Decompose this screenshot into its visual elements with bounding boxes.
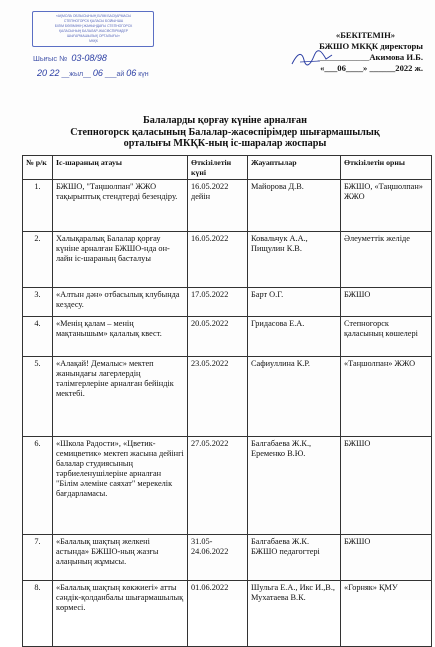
events-plan-table [22,155,432,647]
cell-event-name: «Алтын дән» отбасылық клубында кездесу. [53,288,188,317]
cell-place: «Горняк» ҚМУ [341,581,432,647]
approval-signer: Акимова И.Б. [369,52,423,62]
table-row [23,581,432,647]
cell-event-name: «Балалық шақтың желкені астында» БЖШО-ның жазғы алаңының жұмысы. [53,535,188,581]
stamp-line: ШЫҒАРМАШЫЛЫҚ ОРТАЛЫҒЫ» [67,34,120,38]
cell-event-name: «Школа Радости», «Цветик-семицветик» мектеп жасына дейінгі балалар студиясының тәрбиеленушілеріне арналған "Білім әлеміне саяхат" мерекелік бағдарламасы. [53,437,188,535]
stamp-line: ҚАЛАСЫНЫҢ БАЛАЛАР-ЖАСӨСПІРІМДЕР [58,29,129,33]
table-row [23,180,432,232]
column-header-name: Іс-шараның атауы [53,156,188,180]
cell-responsible: Сафиуллина К.Р. [248,357,341,437]
stamp-date-day: 06 [92,68,103,78]
cell-date: 20.05.2022 [188,317,248,357]
cell-date: 17.05.2022 [188,288,248,317]
stamp-line: МКҚК [89,39,98,43]
cell-event-name: «Менің қалам – менің мақтанышым» қалалық квест. [53,317,188,357]
cell-place: Степногорск қаласының көшелері [341,317,432,357]
column-header-date: Өткізілетін күні [188,156,248,180]
table-header-row [23,156,432,180]
cell-number: 1. [23,180,53,232]
cell-responsible: Шульга Е.А., Икс И.,В., Мухатаева В.К. [248,581,341,647]
table-row [23,317,432,357]
handwritten-signature [290,50,334,68]
stamp-frame [32,11,154,47]
cell-responsible: Гридасова Е.А. [248,317,341,357]
approval-title: «БЕКІТЕМІН» [335,30,396,40]
table-row [23,288,432,317]
cell-responsible: Майорова Д.В. [248,180,341,232]
cell-responsible: Барт О.Г. [248,288,341,317]
stamp-date: 20 22 __жыл__ 06 ___ай 06 күн [37,68,149,78]
table-row [23,357,432,437]
stamp-line: «АҚМОЛА ОБЛЫСЫНЫҢ БІЛІМ БАСҚАРМАСЫ [55,14,132,18]
cell-responsible: Балгабаева Ж.К., Еременко В.Ю. [248,437,341,535]
stamp-date-month: 06 [126,68,137,78]
cell-number: 7. [23,535,53,581]
cell-date: 16.05.2022 [188,232,248,288]
cell-event-name: Халықаралық Балалар қорғау күніне арналған БЖШО-нда он-лайн іс-шараның басталуы [53,232,188,288]
registration-stamp [32,11,160,87]
stamp-date-year: 20 22 [37,68,60,78]
cell-date: 01.06.2022 [188,581,248,647]
cell-place: БЖШО [341,437,432,535]
column-header-place: Өткізілетін орны [341,156,432,180]
cell-place: БЖШО [341,288,432,317]
cell-event-name: «Балалық шақтың көкжиегі» атты сәндік-қолданбалы шығармашылық көрмесі. [53,581,188,647]
table-row [23,232,432,288]
outgoing-number-value: 03-08/98 [71,53,107,63]
cell-date: 31.05-24.06.2022 [188,535,248,581]
stamp-line: БІЛІМ БӨЛІМІНІҢ ЖАНЫНДАҒЫ СТЕПНОГОРСК [54,24,133,28]
cell-number: 8. [23,581,53,647]
cell-responsible: Балгабаева Ж.К. БЖШО педагогтері [248,535,341,581]
stamp-date-year-word: жыл [69,71,84,78]
cell-number: 3. [23,288,53,317]
cell-place: БЖШО [341,535,432,581]
table-row [23,535,432,581]
cell-responsible: Ковальчук А.А., Пищулин К.В. [248,232,341,288]
cell-place: «Таңшолпан» ЖЖО [341,357,432,437]
approval-date: «___06____» ______2022 ж. [320,63,423,73]
cell-number: 4. [23,317,53,357]
approval-position: БЖШО МКҚК директоры [319,41,423,51]
cell-number: 5. [23,357,53,437]
cell-place: БЖШО, «Таңшолпан» ЖЖО [341,180,432,232]
column-header-number: № р/к [23,156,53,180]
title-line-1: Балаларды қорғау күніне арналған [142,115,307,126]
title-line-2: Степногорск қаласының Балалар-жасөспірімдер шығармашылық [70,126,380,138]
cell-event-name: БЖШО, "Таңшолпан" ЖЖО тақырыптық стендтерді безендіру. [53,180,188,232]
cell-place: Әлеуметтік желіде [341,232,432,288]
title-line-3: орталығы МКҚК-ның іс-шаралар жоспары [123,138,327,150]
outgoing-number-label: Шығыс № [33,54,68,63]
cell-number: 2. [23,232,53,288]
stamp-date-day-word: күн [138,71,149,78]
table-row [23,437,432,535]
cell-date: 23.05.2022 [188,357,248,437]
document-title [40,115,410,150]
column-header-responsible: Жауаптылар [248,156,341,180]
outgoing-number [33,53,107,63]
cell-event-name: «Алақай! Демалыс» мектеп жанындағы лагерлердің тәлімгерлеріне арналған бейіндік мектебі. [53,357,188,437]
approval-signer-line: ____________Акимова И.Б. [317,52,423,62]
stamp-line: СТЕПНОГОРСК ҚАЛАСЫ БОЙЫНША [63,19,124,23]
cell-date: 16.05.2022 дейін [188,180,248,232]
cell-date: 27.05.2022 [188,437,248,535]
cell-number: 6. [23,437,53,535]
